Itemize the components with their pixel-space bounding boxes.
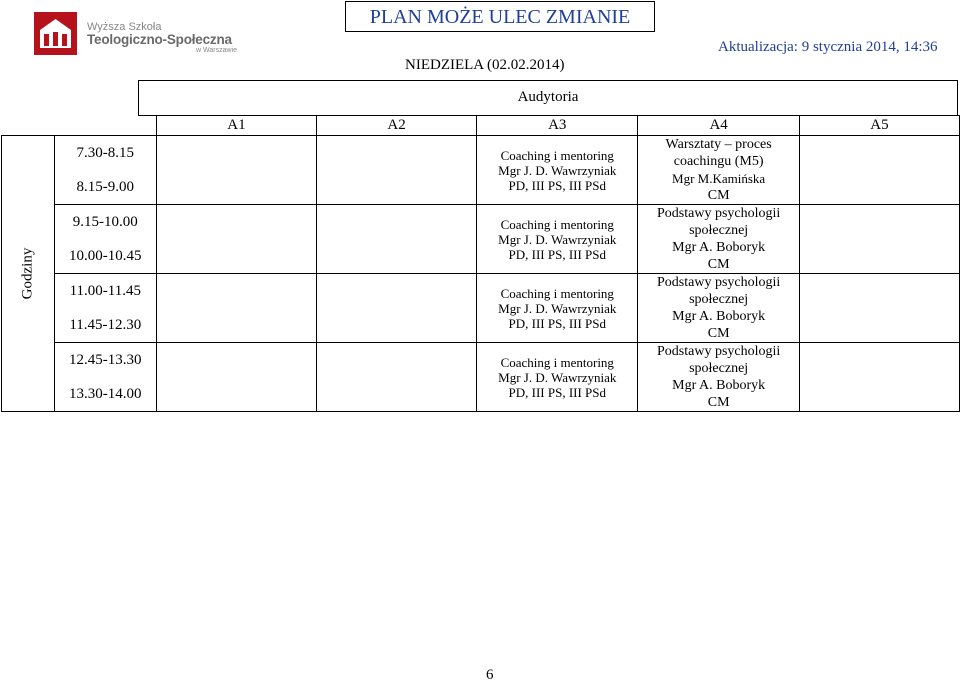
slot-a1	[156, 274, 316, 343]
slot-a5	[799, 343, 959, 412]
class-groups: CM	[707, 326, 730, 341]
class-title-cont: społecznej	[689, 361, 749, 376]
room-a3: A3	[477, 116, 638, 136]
class-a4	[638, 136, 799, 205]
room-a4: A4	[638, 116, 799, 136]
slot-a1	[156, 136, 316, 205]
class-teacher: Mgr A. Boboryk	[672, 309, 766, 324]
rooms-header-title: Audytoria	[138, 80, 958, 116]
time-slot: 11.00-11.45	[69, 283, 141, 299]
slot-a5	[799, 205, 959, 274]
class-groups: PD, III PS, III PSd	[508, 177, 607, 193]
time-slot: 9.15-10.00	[72, 214, 138, 230]
class-groups: CM	[707, 395, 730, 410]
class-a3	[477, 274, 638, 343]
time-slot: 11.45-12.30	[69, 317, 142, 333]
class-title: Coaching i mentoring	[500, 147, 614, 163]
time-slot: 8.15-9.00	[76, 179, 135, 195]
time-slot: 12.45-13.30	[69, 352, 142, 368]
class-a4	[638, 343, 799, 412]
class-title: Podstawy psychologii	[657, 206, 781, 221]
school-logo	[34, 12, 244, 60]
class-groups: CM	[707, 188, 730, 203]
class-title-cont: społecznej	[689, 223, 749, 238]
class-groups: CM	[707, 257, 730, 272]
time-slot: 13.30-14.00	[69, 386, 142, 402]
slot-a5	[799, 274, 959, 343]
slot-a5	[799, 136, 959, 205]
class-a3	[477, 343, 638, 412]
slot-a2	[317, 136, 477, 205]
hours-label: Godziny	[19, 247, 36, 300]
class-teacher: Mgr M.Kamińska	[672, 171, 766, 186]
slot-a1	[156, 205, 316, 274]
class-teacher: Mgr J. D. Wawrzyniak	[498, 231, 617, 247]
class-title-cont: coachingu (M5)	[673, 154, 764, 169]
change-notice: PLAN MOŻE ULEC ZMIANIE	[345, 1, 655, 32]
class-a4	[638, 274, 799, 343]
room-a5: A5	[799, 116, 959, 136]
class-teacher: Mgr J. D. Wawrzyniak	[498, 369, 617, 385]
time-cell	[54, 205, 156, 274]
class-a3	[477, 136, 638, 205]
schedule-row	[2, 205, 960, 274]
class-title: Podstawy psychologii	[657, 275, 781, 290]
time-slot: 7.30-8.15	[76, 145, 135, 161]
rooms-row	[2, 116, 960, 136]
schedule-row	[2, 274, 960, 343]
class-groups: PD, III PS, III PSd	[508, 246, 607, 262]
room-a1: A1	[156, 116, 316, 136]
update-timestamp: Aktualizacja: 9 stycznia 2014, 14:36	[718, 39, 938, 55]
time-cell	[54, 343, 156, 412]
class-teacher: Mgr A. Boboryk	[672, 378, 766, 393]
class-teacher: Mgr A. Boboryk	[672, 240, 766, 255]
date-title: NIEDZIELA (02.02.2014)	[405, 57, 565, 73]
time-slot: 10.00-10.45	[69, 248, 142, 264]
logo-line-2: Teologiczno-Społeczna	[87, 32, 232, 47]
class-teacher: Mgr J. D. Wawrzyniak	[498, 162, 617, 178]
schedule-row	[2, 136, 960, 205]
slot-a2	[317, 343, 477, 412]
time-cell	[54, 274, 156, 343]
room-a2: A2	[317, 116, 477, 136]
slot-a2	[317, 274, 477, 343]
class-a4	[638, 205, 799, 274]
class-teacher: Mgr J. D. Wawrzyniak	[498, 300, 617, 316]
schedule-table	[1, 115, 960, 412]
logo-line-1: Wyższa Szkoła	[87, 21, 162, 33]
slot-a1	[156, 343, 316, 412]
class-groups: PD, III PS, III PSd	[508, 315, 607, 331]
slot-a2	[317, 205, 477, 274]
school-logo-icon	[34, 12, 77, 55]
class-title: Warsztaty – proces	[665, 137, 772, 152]
logo-line-3: w Warszawie	[196, 47, 237, 54]
hours-label-cell	[2, 136, 55, 412]
time-cell	[54, 136, 156, 205]
class-title-cont: społecznej	[689, 292, 749, 307]
class-groups: PD, III PS, III PSd	[508, 384, 607, 400]
class-a3	[477, 205, 638, 274]
class-title: Podstawy psychologii	[657, 344, 781, 359]
class-title: Coaching i mentoring	[500, 354, 614, 370]
class-title: Coaching i mentoring	[500, 216, 614, 232]
schedule-row	[2, 343, 960, 412]
page-number: 6	[486, 667, 494, 683]
class-title: Coaching i mentoring	[500, 285, 614, 301]
